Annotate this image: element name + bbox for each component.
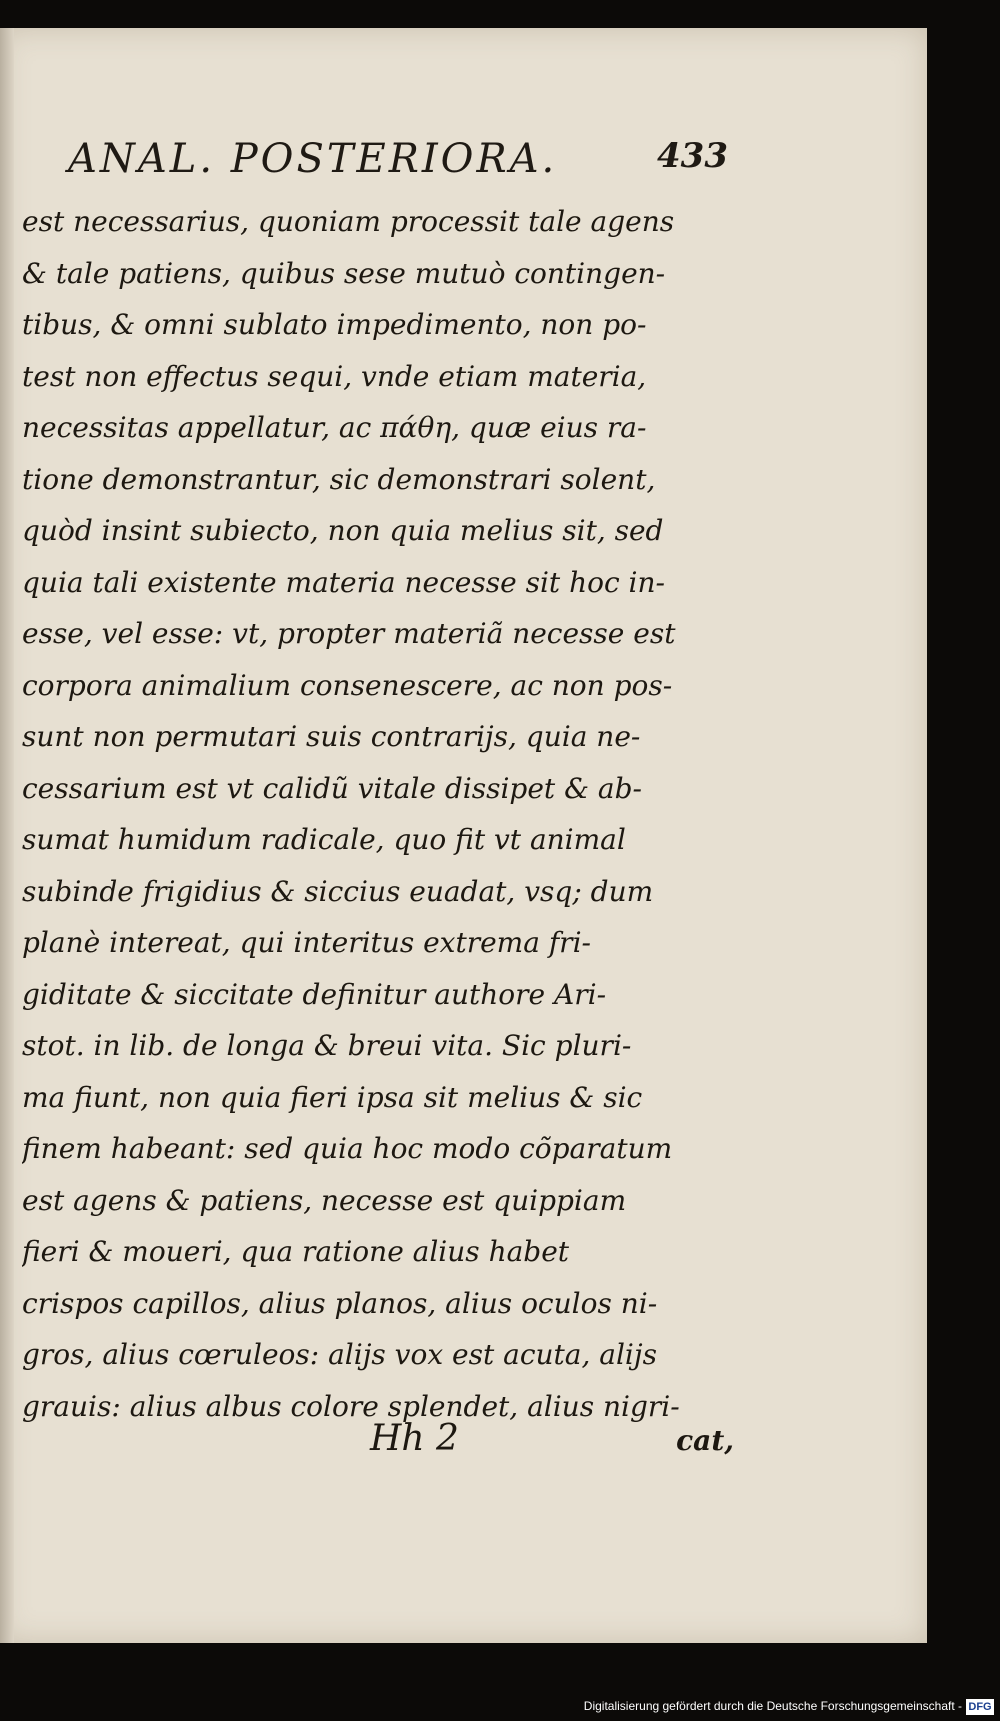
body-text xyxy=(22,196,734,1432)
digitization-credit: Digitalisierung gefördert durch die Deutsche Forschungsgemeinschaft - xyxy=(583,1699,962,1713)
dfg-logo: DFG xyxy=(966,1699,994,1715)
running-head: ANAL. POSTERIORA. xyxy=(68,136,558,182)
text-line: subinde frigidius & siccius euadat, vsq; dum xyxy=(22,874,654,908)
signature-mark: Hh 2 xyxy=(370,1418,459,1459)
text-line: corpora animalium consenescere, ac non pos- xyxy=(22,668,673,702)
page-number: 433 xyxy=(657,136,728,176)
text-line: quia tali existente materia necesse sit hoc in- xyxy=(22,565,665,599)
text-line: ma fiunt, non quia fieri ipsa sit melius & sic xyxy=(22,1080,643,1114)
text-line: planè intereat, qui interitus extrema fri- xyxy=(22,926,591,959)
text-line: necessitas appellatur, ac πάθη, quæ eius ra- xyxy=(22,411,647,444)
page-footer xyxy=(370,1418,734,1478)
text-line: tione demonstrantur, sic demonstrari solent, xyxy=(22,462,656,496)
text-line: crispos capillos, alius planos, alius oculos ni- xyxy=(22,1286,658,1320)
page-header xyxy=(68,136,728,192)
text-line: test non effectus sequi, vnde etiam materia, xyxy=(22,359,647,393)
text-line: stot. in lib. de longa & breui vita. Sic pluri- xyxy=(22,1029,632,1062)
text-line: gros, alius cœruleos: alijs vox est acuta, alijs xyxy=(22,1338,657,1371)
text-line: esse, vel esse: vt, propter materiã necesse est xyxy=(22,617,676,650)
text-line: cessarium est vt calidũ vitale dissipet & ab- xyxy=(22,771,642,805)
text-line: est agens & patiens, necesse est quippiam xyxy=(22,1183,627,1217)
text-line: tibus, & omni sublato impedimento, non po- xyxy=(22,308,647,341)
text-line: giditate & siccitate definitur authore Ari- xyxy=(22,977,607,1011)
text-line: & tale patiens, quibus sese mutuò contingen- xyxy=(22,256,666,290)
catchword: cat, xyxy=(676,1424,734,1457)
text-line: quòd insint subiecto, non quia melius sit, sed xyxy=(22,514,664,547)
text-line: grauis: alius albus colore splendet, alius nigri- xyxy=(22,1389,680,1423)
text-line: est necessarius, quoniam processit tale agens xyxy=(22,205,675,238)
text-line: sumat humidum radicale, quo fit vt animal xyxy=(22,823,626,856)
text-line: finem habeant: sed quia hoc modo cõparatum xyxy=(22,1132,673,1165)
page-edge xyxy=(0,28,14,1643)
text-line: sunt non permutari suis contrarijs, quia ne- xyxy=(22,720,641,753)
text-line: fieri & moueri, qua ratione alius habet xyxy=(22,1235,570,1268)
